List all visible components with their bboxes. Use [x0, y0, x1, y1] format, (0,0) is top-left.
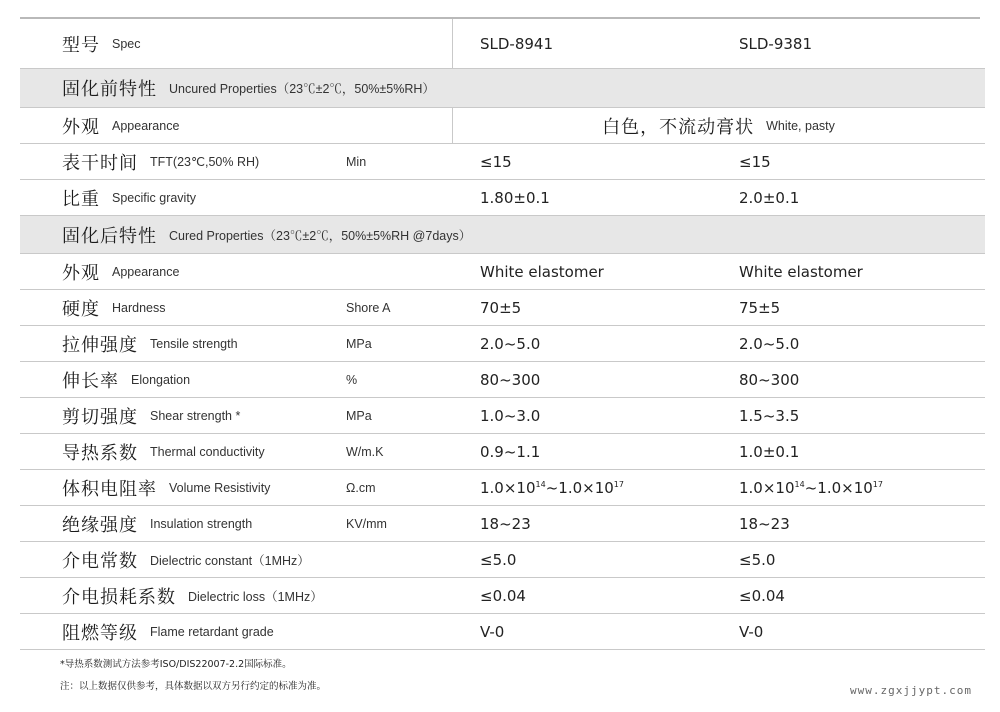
property-en: Specific gravity — [112, 190, 197, 205]
property-zh: 绝缘强度 — [62, 514, 138, 536]
footnote-1: *导热系数测试方法参考ISO/DIS22007-2.2国际标准。 — [60, 659, 292, 670]
value-1: ≤0.04 — [480, 586, 526, 605]
section-zh: 固化前特性 — [62, 79, 157, 100]
footnote-2: 注：以上数据仅供参考，具体数据以双方另行约定的标准为准。 — [60, 681, 327, 692]
value-1: White elastomer — [480, 262, 604, 281]
cured-section-header — [20, 216, 985, 254]
row-cured-property — [20, 542, 985, 578]
property-zh: 体积电阻率 — [62, 478, 157, 500]
unit: Min — [346, 154, 367, 169]
property-zh: 硬度 — [62, 298, 100, 320]
value-2: White elastomer — [739, 262, 863, 281]
value-2: 80~300 — [739, 370, 800, 389]
section-zh: 固化后特性 — [62, 225, 157, 247]
unit: KV/mm — [346, 516, 387, 531]
property-en: Thermal conductivity — [150, 444, 265, 459]
value-1: 1.80±0.1 — [480, 188, 550, 207]
value-2: ≤5.0 — [739, 550, 776, 569]
unit: W/m.K — [346, 444, 384, 459]
value-2: 2.0~5.0 — [739, 334, 800, 353]
unit: Ω.cm — [346, 480, 376, 495]
unit: MPa — [346, 336, 372, 351]
property-zh: 外观 — [62, 262, 100, 284]
row-cured-property — [20, 362, 985, 398]
row-cured-property — [20, 326, 985, 362]
value-1: 2.0~5.0 — [480, 334, 541, 353]
header-row — [20, 19, 985, 69]
row-appearance-uncured — [20, 108, 985, 144]
property-zh: 比重 — [62, 188, 100, 210]
property-en: TFT(23℃,50% RH) — [150, 155, 260, 169]
property-en: Elongation — [131, 372, 191, 387]
spec-table — [20, 19, 985, 650]
property-en: Hardness — [112, 300, 166, 315]
row-cured-property — [20, 470, 985, 506]
value-1: 18~23 — [480, 514, 531, 533]
property-en: Appearance — [112, 118, 180, 133]
value-2: $1.0\times 10^{14}\sim 1.0\times 10^{17}$ — [739, 478, 883, 497]
property-en: Insulation strength — [150, 516, 253, 531]
property-en: Tensile strength — [150, 336, 238, 351]
property-zh: 介电损耗系数 — [62, 586, 176, 608]
row-cured-property — [20, 506, 985, 542]
property-en: Appearance — [112, 264, 180, 279]
property-zh: 介电常数 — [62, 550, 138, 572]
appearance-value: 白色，不流动膏状 White, pasty — [602, 116, 835, 138]
header-model-2: SLD-9381 — [739, 34, 813, 53]
property-zh: 拉伸强度 — [62, 334, 138, 356]
property-en: Dielectric loss（1MHz） — [188, 589, 323, 604]
unit: Shore A — [346, 300, 391, 315]
header-label — [62, 19, 141, 68]
value-1: $1.0\times 10^{14}\sim 1.0\times 10^{17}$ — [480, 478, 624, 497]
section-en: Cured Properties（23℃±2℃，50%±5%RH @7days） — [169, 228, 472, 243]
uncured-section-header — [20, 69, 985, 108]
unit: % — [346, 372, 358, 387]
header-model-1: SLD-8941 — [480, 34, 554, 53]
value-2: ≤0.04 — [739, 586, 785, 605]
row-cured-property — [20, 434, 985, 470]
row-cured-property — [20, 578, 985, 614]
row-cured-property — [20, 614, 985, 650]
value-2: 1.5~3.5 — [739, 406, 800, 425]
value-2: ≤15 — [739, 152, 771, 171]
row-specific-gravity — [20, 180, 985, 216]
property-en: Shear strength * — [150, 408, 241, 423]
watermark: www.zgxjjypt.com — [850, 684, 972, 697]
value-2: 18~23 — [739, 514, 790, 533]
row-cured-property — [20, 398, 985, 434]
row-cured-property — [20, 290, 985, 326]
property-zh: 导热系数 — [62, 442, 138, 464]
value-1: ≤5.0 — [480, 550, 517, 569]
value-1: 1.0~3.0 — [480, 406, 541, 425]
value-1: V-0 — [480, 622, 505, 641]
property-zh: 阻燃等级 — [62, 622, 138, 644]
value-1: 0.9~1.1 — [480, 442, 541, 461]
property-zh: 外观 — [62, 116, 100, 138]
value-2: 1.0±0.1 — [739, 442, 800, 461]
section-en: Uncured Properties（23℃±2℃，50%±5%RH） — [169, 82, 435, 96]
value-1: ≤15 — [480, 152, 512, 171]
property-en: Volume Resistivity — [169, 480, 271, 495]
value-1: 70±5 — [480, 298, 522, 317]
property-zh: 伸长率 — [62, 370, 119, 392]
unit: MPa — [346, 408, 372, 423]
column-divider — [452, 19, 453, 68]
value-2: V-0 — [739, 622, 764, 641]
value-2: 75±5 — [739, 298, 781, 317]
value-2: 2.0±0.1 — [739, 188, 800, 207]
value-1: 80~300 — [480, 370, 541, 389]
property-zh: 表干时间 — [62, 152, 138, 174]
property-en: Dielectric constant（1MHz） — [150, 553, 310, 568]
property-en: Flame retardant grade — [150, 624, 274, 639]
row-cured-property — [20, 254, 985, 290]
row-tft — [20, 144, 985, 180]
header-zh: 型号 — [62, 34, 100, 56]
property-zh: 剪切强度 — [62, 406, 138, 428]
header-en: Spec — [112, 36, 141, 51]
